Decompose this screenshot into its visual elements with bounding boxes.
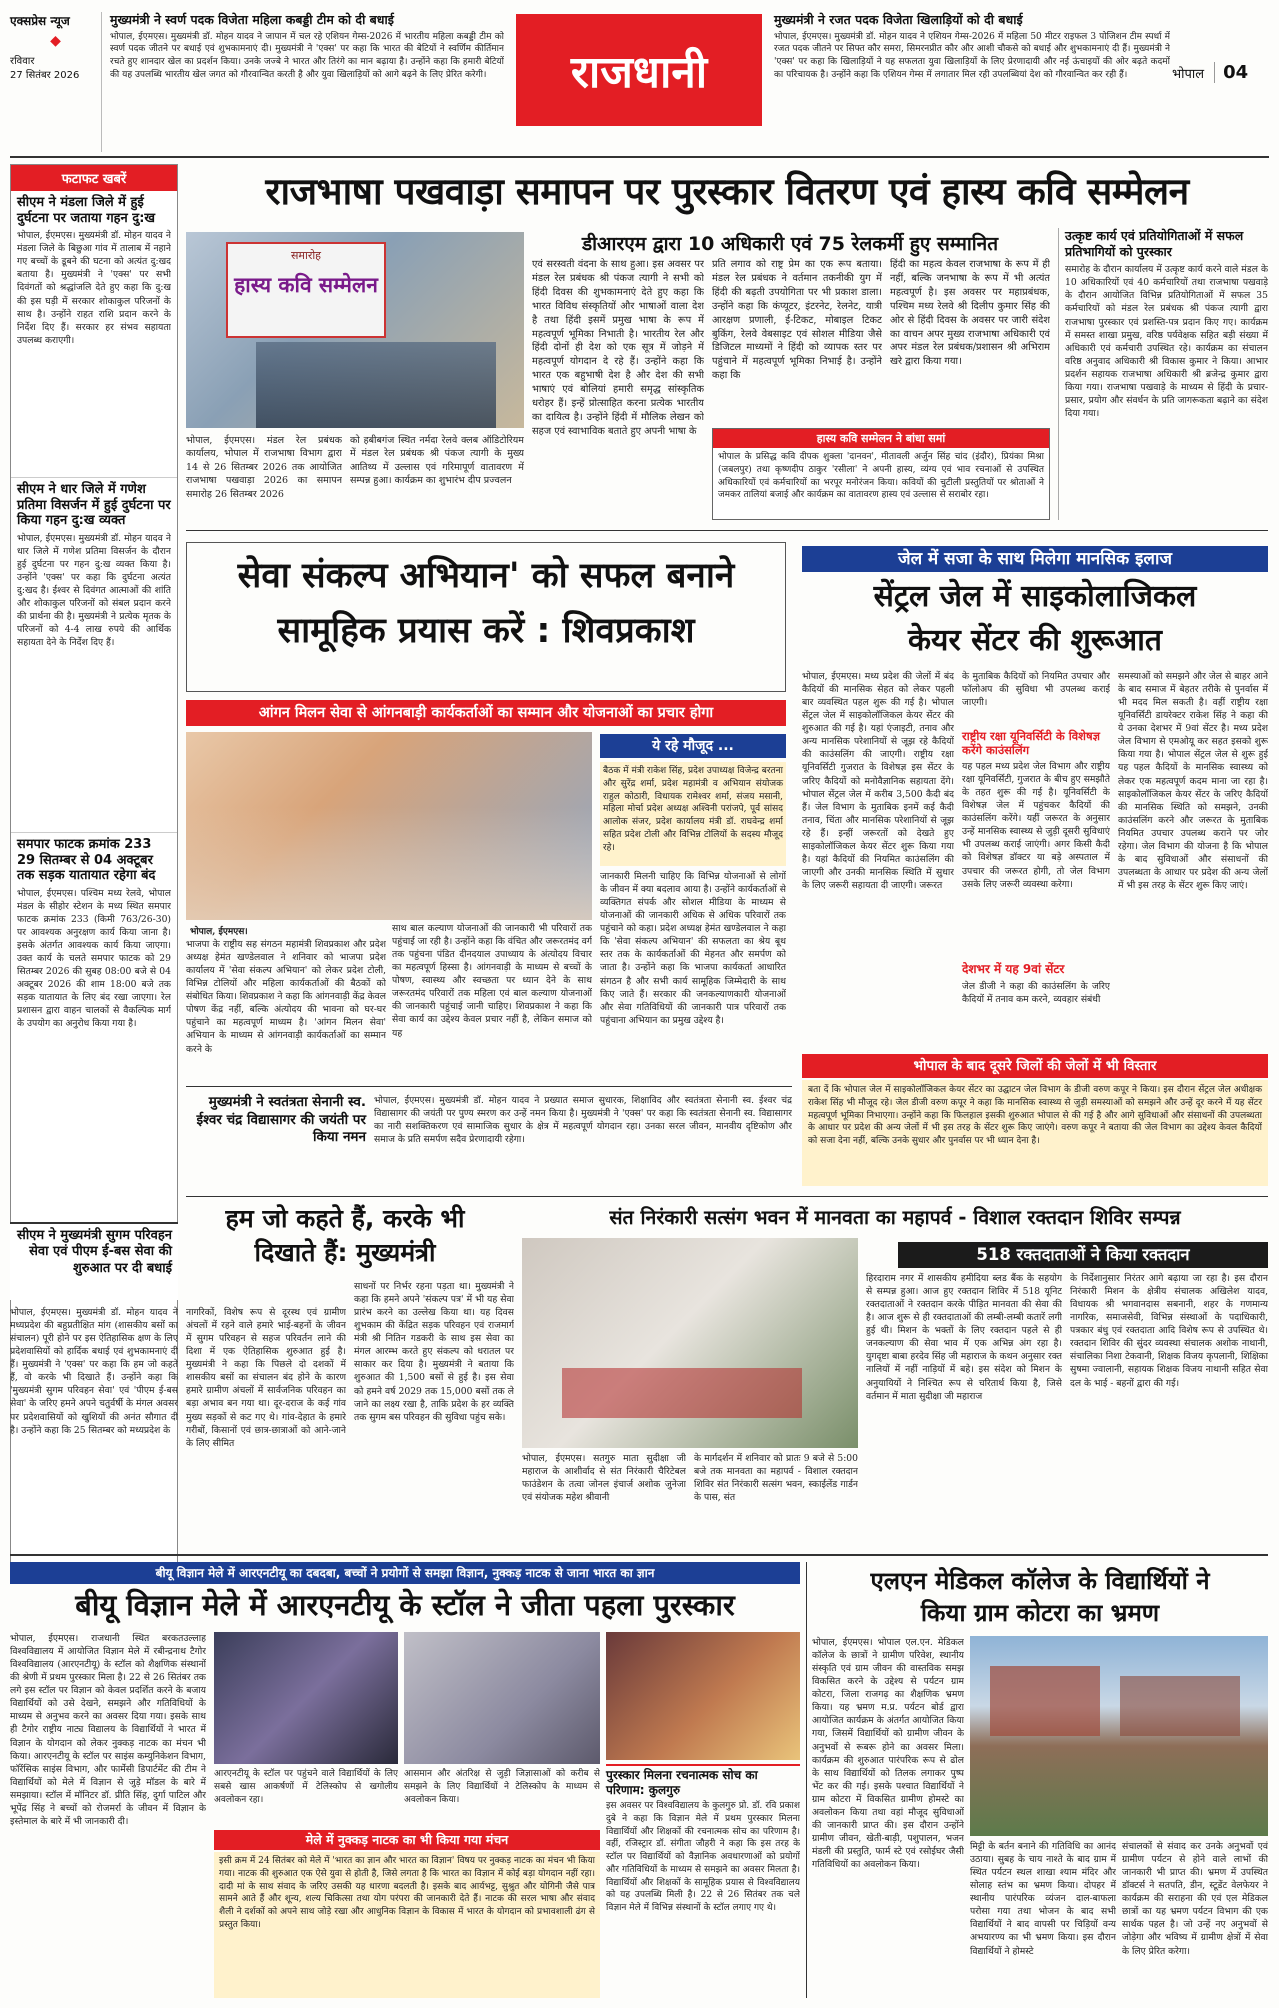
- cm-col3: साधनों पर निर्भर रहना पड़ता था। मुख्यमंत्री ने कहा कि हमने अपने 'संकल्प पत्र' में भी यह सेवा प्रारंभ करने का उल्लेख किया था। यह दिवस शुभकाम की केंद्रित सड़क परिवहन एवं राजमार्ग मंत्री श्री नितिन गडकरी के साथ इस सेवा का मंगल आरम्भ करते हुए संकल्प को धरातल पर साकार कर दिया है। मुख्यमंत्री ने बताया कि शुरुआत की 1,500 बसों से हुई है। इस सेवा को हमने वर्ष 2029 तक 15,000 बसों तक ले जाने का लक्ष्य रखा है, ताकि प्रदेश के हर व्यक्ति तक सुगम बस परिवहन की सुविधा पहुंच सके।: [354, 1281, 514, 1423]
- rntu-caption-2: आसमान और अंतरिक्ष से जुड़ी जिज्ञासाओं को करीब से समझने के लिए विद्यार्थियों ने टेलिस्कोप के माध्यम से अवलोकन किया।: [404, 1769, 600, 1805]
- day: रविवार: [10, 56, 35, 67]
- medical-col3: संचालकों से संवाद कर उनके अनुभवों एवं ग्रामीण पर्यटन से होने वाले लाभों की जानकारी भी प्राप्त की। भ्रमण में उपस्थित डॉक्टर्स ने सतपति, डीन, स्टूडेंट वेलफेयर ने कार्यक्रम की सराहना की एवं एल मेडिकल छात्रों का यह भ्रमण पर्यटन विभाग की एक सार्थक पहल है। जो उन्हें नए अनुभवों से जोड़ेगा और भविष्य में ग्रामीण क्षेत्रों में सेवा के लिए प्रेरित करेगा।: [1122, 1841, 1268, 1957]
- people-silhouettes: [256, 342, 496, 428]
- top-right-headline: मुख्यमंत्री ने रजत पदक विजेता खिलाड़ियों को दी बधाई: [774, 12, 1023, 27]
- page-number: 04: [1214, 62, 1248, 83]
- kavi-box: [712, 428, 1050, 520]
- jail-col2b: यह पहल मध्य प्रदेश जेल विभाग और राष्ट्रीय रक्षा यूनिवर्सिटी, गुजरात के बीच हुए समझौते के तहत शुरू की गई है। यूनिवर्सिटी के विशेषज्ञ जेल में पहुंचकर कैदियों की काउंसलिंग करेंगे। यहीं जरूरत के अनुसार उन्हें मानसिक स्वास्थ्य से जुड़ी दूसरी सुविधाएं भी उपलब्ध कराई जाएंगी। अगर किसी कैदी को विशेषज्ञ डॉक्टर या बड़े अस्पताल में उपचार की जरूरत होगी, तो जेल विभाग उसके लिए जरूरी व्यवस्था करेगा।: [962, 761, 1110, 890]
- lead-side-headline: उत्कृष्ट कार्य एवं प्रतियोगिताओं में सफल प्रतिभागियों को पुरस्कार: [1065, 228, 1244, 259]
- nirankari-col4: के निर्देशानुसार निरंतर आगे बढ़ाया जा रहा है। इस दौरान निरंकारी मिशन के क्षेत्रीय संचालक अखिलेश यादव, विधायक श्री भगवानदास सबनानी, शहर के गणमान्य नागरिक, समाजसेवी, विभिन्न संस्थाओं के पदाधिकारी, पत्रकार बंधु एवं रक्तदाता आदि विशेष रूप से उपस्थित थे। रक्तदान शिविर की सुंदर व्यवस्था संचालक अशोक नाथानी, संचालिका निशा टेकवानी, शिक्षक विजय कृपलानी, शिक्षिका सुषमा ज्वालानी, सहायक शिक्षक विजय नाथानी सहित सेवा दल के भाई - बहनों द्वारा की गई।: [1070, 1273, 1268, 1389]
- seva-col2: साथ बाल कल्याण योजनाओं की जानकारी भी परिवारों तक पहुंचाई जा रही है। उन्होंने कहा कि वंचित और जरूरतमंद वर्ग तक पहुंचना पंडित दीनदयाल उपाध्याय के अंत्योदय विचार का महत्वपूर्ण हिस्सा है। आंगनवाड़ी के माध्यम से बच्चों के पोषण, स्वास्थ्य और स्वच्छता पर ध्यान देने के साथ जरूरतमंद परिवारों तक महिला एवं बाल कल्याण योजनाओं की जानकारी पहुंचाई जानी चाहिए। शिवप्रकाश ने कहा कि सेवा कार्य का उद्देश्य केवल प्रचार नहीं है, लेकिन समाज को यह: [392, 923, 592, 1039]
- top-left-story: [110, 12, 504, 152]
- jail-col2c: जेल डीजी ने कहा की काउंसलिंग के जरिए कैदियों में तनाव कम करने, व्यवहार संबंधी: [962, 981, 1110, 1006]
- natak-headline: मेले में नुक्कड़ नाटक का भी किया गया मंचन: [214, 1830, 600, 1850]
- jail-headline-2: केयर सेंटर की शुरूआत: [908, 623, 1162, 658]
- lead-photo: [186, 232, 524, 428]
- cm-headline-1: हम जो कहते हैं, करके भी: [225, 1204, 465, 1233]
- top-right-body: भोपाल, ईएमएस। मुख्यमंत्री डॉ. मोहन यादव ने एशियन गेम्स-2026 में महिला 50 मीटर राइफल 3 पोजिशन टीम स्पर्धा में रजत पदक जीतने पर सिफ्त कौर समरा, सिमरनप्रीत कौर और आशी चौकसे को बधाई और शुभकामनाएं दी हैं। मुख्यमंत्री ने 'एक्स' पर कहा कि खिलाड़ियों ने यह सफलता युवा खिलाड़ियों के लिए प्रेरणादायी और नई ऊंचाइयों की ओर बढ़ते कदमों का परिचायक है। उन्होंने कहा कि एशियन गेम्स में लगातार मिल रही उपलब्धियां देश को गौरवान्वित कर रही हैं।: [774, 31, 1170, 80]
- banner-title: हास्य कवि सम्मेलन: [234, 273, 378, 297]
- sidebar-item-cm-bus: [10, 1222, 178, 1300]
- vidyasagar-body: भोपाल, ईएमएस। मुख्यमंत्री डॉ. मोहन यादव ने प्रख्यात समाज सुधारक, शिक्षाविद और स्वतंत्रता सेनानी स्व. ईश्वर चंद्र विद्यासागर की जयंती पर पुण्य स्मरण कर उन्हें नमन किया है। मुख्यमंत्री ने 'एक्स' पर कहा कि स्वतंत्रता सेनानी स्व. विद्यासागर का नारी सशक्तिकरण एवं सामाजिक सुधार के क्षेत्र में महत्वपूर्ण योगदान रहा। उनका सरल जीवन, मानवीय दृष्टिकोण और समाज के प्रति समर्पण सदैव प्रेरणादायी रहेगा।: [374, 1095, 792, 1146]
- medical-headline-1: एलएन मेडिकल कॉलेज के विद्यार्थियों ने: [870, 1567, 1210, 1595]
- rule: [806, 1562, 807, 1998]
- jail-box-body: बता दें कि भोपाल जेल में साइकोलॉजिकल केयर सेंटर का उद्घाटन जेल विभाग के डीजी वरुण कपूर ने किया। इस दौरान सेंट्रल जेल अधीक्षक राकेश सिंह भी मौजूद रहे। जेल डीजी वरुण कपूर ने कहा कि मानसिक स्वास्थ्य से जुड़ी समस्याओं को समझने और उन्हें दूर करने में यह सेंटर महत्वपूर्ण भूमिका निभाएगा। उन्होंने कहा कि फिलहाल इसकी शुरुआत भोपाल से की गई है और आगे सुविधाओं और संसाधनों की उपलब्धता के आधार पर प्रदेश की अन्य जेलों में भी इस तरह के सेंटर शुरू किए जाएंगे। वरुण कपूर ने बताया की जेल विभाग का उद्देश्य केवल कैदियों को सजा देना नहीं, बल्कि उनके सुधार और पुनर्वास पर भी ध्यान देना है।: [802, 1080, 1268, 1186]
- seva-caption: भोपाल, ईएमएस।: [190, 927, 248, 937]
- sidebar-item-body: भोपाल, ईएमएस। मुख्यमंत्री डॉ. मोहन यादव ने मंडला जिले के बिछुआ गांव में तालाब में नहाने गए बच्चों के डूबने की घटना को अत्यंत दु:खद बताया है। मुख्यमंत्री ने 'एक्स' पर सभी दिवंगतों को श्रद्धांजलि देते हुए कहा कि दु:ख की इस घड़ी में सरकार शोकाकुल परिजनों के साथ है। उन्होंने राहत राशि प्रदान करने के निर्देश दिए हैं। सरकार हर संभव सहायता उपलब्ध कराएगी।: [17, 230, 171, 346]
- rntu-kicker: बीयू विज्ञान मेले में आरएनटीयू का दबदबा, बच्चों ने प्रयोगों से समझा विज्ञान, नुक्कड़ नाटक से जाना भारत का ज्ञान: [10, 1562, 800, 1584]
- jail-subhead-1: राष्ट्रीय रक्षा यूनिवर्सिटी के विशेषज्ञ करेंगे काउंसलिंग: [962, 729, 1100, 757]
- seva-col1: भाजपा के राष्ट्रीय सह संगठन महामंत्री शिवप्रकाश और प्रदेश अध्यक्ष हेमंत खण्डेलवाल ने शनिवार को भाजपा प्रदेश कार्यालय में 'सेवा संकल्प अभियान' को लेकर प्रदेश टोली, विभिन्न टोलियों और महिला कार्यकर्ताओं की बैठकों को संबोधित किया। शिवप्रकाश ने कहा कि आंगनवाड़ी केंद्र केवल पोषण केंद्र नहीं, बल्कि अंत्योदय की भावना को घर-घर पहुंचाने का महत्वपूर्ण माध्यम है। 'आंगन मिलन सेवा' अभियान के माध्यम से आंगनवाड़ी कार्यकर्ताओं का सम्मान करने के: [186, 939, 386, 1055]
- medical-photo: [970, 1636, 1268, 1836]
- jail-kicker: जेल में सजा के साथ मिलेगा मानसिक इलाज: [802, 546, 1268, 572]
- diamond-icon: ◆: [50, 33, 61, 49]
- lead-col4: प्रति लगाव को राष्ट्र प्रेम का एक रूप बताया। मंडल रेल प्रबंधक ने वर्तमान तकनीकी युग में हिंदी की बढ़ती उपयोगिता पर भी प्रकाश डाला। उन्होंने कहा कि कंप्यूटर, इंटरनेट, रेलनेट, यात्री आरक्षण प्रणाली, ई-टिकट, मोबाइल टिकट बुकिंग, रेलवे वेबसाइट एवं सोशल मीडिया जैसे डिजिटल माध्यमों ने हिंदी को व्यापक स्तर पर पहुंचाने में महत्वपूर्ण भूमिका निभाई है। उन्होंने कहा कि: [712, 259, 882, 382]
- rule: [186, 1196, 1268, 1197]
- audience-shade: [186, 807, 592, 920]
- paper-name: एक्सप्रेस न्यूज: [10, 14, 70, 28]
- rntu-photo-3: [606, 1632, 800, 1760]
- rntu-col1: भोपाल, ईएमएस। राजधानी स्थित बरकतउल्लाह विश्वविद्यालय में आयोजित विज्ञान मेले में रबीन्द्रनाथ टैगोर विश्वविद्यालय (आरएनटीयू) के स्टॉल को शैक्षणिक संस्थानों की श्रेणी में प्रथम पुरस्कार मिला है। 22 से 26 सितंबर तक लगे इस स्टॉल पर विज्ञान को केवल प्रदर्शित करने के बजाय विद्यार्थियों को उसे देखने, समझने और गतिविधियों के माध्यम से अनुभव करने का अवसर दिया गया। इसके साथ ही टैगोर राष्ट्रीय नाट्य विद्यालय के विद्यार्थियों ने भारत में विज्ञान के योगदान को लेकर नुक्कड़ नाटक का मंचन भी किया। आरएनटीयू के स्टॉल पर साइंस कम्युनिकेशन विभाग, फॉरेंसिक साइंस विभाग, और फार्मेसी डिपार्टमेंट की टीम ने विद्यार्थियों को मेले में विज्ञान से जुड़े मॉडल के बारे में समझाया। स्टॉल में मॉनिटर डॉ. प्रीति सिंह, दुर्गा पाटिल और भूपेंद्र सिंह ने बच्चों को रोजमर्रा के जीवन में विज्ञान के इस्तेमाल के बारे में भी जानकारी दी।: [10, 1633, 206, 1827]
- lead-subhead: डीआरएम द्वारा 10 अधिकारी एवं 75 रेलकर्मी हुए सम्मानित: [581, 233, 999, 255]
- house-shape: [990, 1666, 1100, 1736]
- jail-col3: समस्याओं को समझने और जेल से बाहर आने के बाद समाज में बेहतर तरीके से पुनर्वास में भी मदद मिल सकती है। वहीं राष्ट्रीय रक्षा यूनिवर्सिटी डायरेक्टर राकेश सिंह ने कहा की ये उनका देशभर में 9वां सेंटर है। मध्य प्रदेश जेल विभाग से एमओयू कर सहत इसको शुरू किया गया है। भोपाल सेंट्रल जेल से शुरू हुई यह पहल कैदियों के मानसिक स्वास्थ्य को लेकर एक महत्वपूर्ण कदम माना जा रहा है। साइकोलॉजिकल केयर सेंटर के जरिए कैदियों की मानसिक स्थिति को समझने, उनकी काउंसलिंग करने और जरूरत के मुताबिक नियमित उपचार उपलब्ध कराने पर जोर रहेगा। जेल विभाग की योजना है कि भोपाल के बाद सुविधाओं और संसाधनों की उपलब्धता के आधार पर प्रदेश की अन्य जेलों में भी इस तरह के सेंटर शुरू किए जाएं।: [1118, 671, 1268, 891]
- present-body: बैठक में मंत्री राकेश सिंह, प्रदेश उपाध्यक्ष विजेन्द्र बरतना और सुरेंद्र शर्मा, प्रदेश महामंत्री व अभियान संयोजक राहुल कोठारी, विधायक रामेश्वर शर्मा, संजय मसानी, महिला मोर्चा प्रदेश अध्यक्ष अश्विनी परांजपे, पूर्व सांसद आलोक संजर, प्रदेश कार्यालय मंत्री डॉ. राघवेन्द्र शर्मा सहित प्रदेश टोली और विभिन्न टोलियों के सदस्य मौजूद रहे।: [600, 762, 786, 866]
- city: भोपाल: [1172, 66, 1205, 82]
- seva-headline-2: सामूहिक प्रयास करें : शिवप्रकाश: [277, 610, 695, 651]
- medical-headline-2: किया ग्राम कोटरा का भ्रमण: [920, 1599, 1160, 1627]
- sidebar-item: [11, 478, 177, 833]
- jail-col2: के मुताबिक कैदियों को नियमित उपचार और फॉलोअप की सुविधा भी उपलब्ध कराई जाएगी।: [962, 671, 1110, 709]
- page-folio: [1172, 62, 1268, 83]
- sidebar-item-headline: सीएम ने धार जिले में गणेश प्रतिमा विसर्जन में हुई दुर्घटना पर किया गहन दु:ख व्यक्त: [17, 482, 171, 529]
- nirankari-headline: संत निरंकारी सत्संग भवन में मानवता का महापर्व - विशाल रक्तदान शिविर सम्पन्न: [609, 1206, 1181, 1229]
- event-banner: [226, 242, 386, 338]
- prize-headline: पुरस्कार मिलना रचनात्मक सोच का परिणाम: कुलगुरु: [606, 1764, 800, 1798]
- medical-col1: भोपाल, ईएमएस। भोपाल एल.एन. मेडिकल कॉलेज के छात्रों ने ग्रामीण परिवेश, स्थानीय संस्कृति एवं ग्राम जीवन की वास्तविक समझ विकसित करने के उद्देश्य से पर्यटन ग्राम कोटरा, जिला राजगढ़ का शैक्षणिक भ्रमण किया। यह भ्रमण म.प्र. पर्यटन बोर्ड द्वारा आयोजित कार्यक्रम के अंतर्गत आयोजित किया गया, जिसमें विद्यार्थियों को ग्रामीण जीवन के अनुभवों से रूबरू होने का अवसर मिला। कार्यक्रम की शुरुआत पारंपरिक रूप से ढोल के साथ विद्यार्थियों को तिलक लगाकर पुष्प भेंट कर की गई। इसके पश्चात विद्यार्थियों ने ग्राम कोटरा में विकसित ग्रामीण होमस्टे का अवलोकन किया तथा वहां मौजूद सुविधाओं की जानकारी प्राप्त की। इस दौरान उन्होंने ग्रामीण जीवन, खेती-बाड़ी, पशुपालन, भजन मंडली की प्रस्तुति, फार्म स्टे एवं रसोईघर जैसी गतिविधियों का अवलोकन किया।: [812, 1637, 964, 1871]
- sidebar-item-headline: समपार फाटक क्रमांक 233 29 सितम्बर से 04 अक्टूबर तक सड़क यातायात रहेगा बंद: [17, 836, 156, 884]
- top-right-story: [774, 12, 1170, 152]
- top-left-headline: मुख्यमंत्री ने स्वर्ण पदक विजेता महिला कबड्डी टीम को दी बधाई: [110, 12, 394, 27]
- rntu-photo-2: [404, 1632, 600, 1764]
- jail-subhead-2: देशभर में यह 9वां सेंटर: [962, 962, 1065, 976]
- rule: [186, 1086, 792, 1087]
- lead-side-body: समारोह के दौरान कार्यालय में उत्कृष्ट कार्य करने वाले मंडल के 10 अधिकारियों एवं 40 कर्मचारियों तथा राजभाषा पखवाड़े के दौरान आयोजित विभिन्न प्रतियोगिताओं में सफल 35 कर्मचारियों को मंडल रेल प्रबंधक श्री पंकज त्यागी द्वारा राजभाषा पुरस्कार एवं प्रशस्ति-पत्र प्रदान किए गए। कार्यक्रम में समस्त शाखा प्रमुख, वरिष्ठ पर्यवेक्षक सहित बड़ी संख्या में अधिकारी एवं कर्मचारी उपस्थित रहे। कार्यक्रम का संचालन वरिष्ठ अनुवाद अधिकारी श्री विकास कुमार ने किया। आभार प्रदर्शन सहायक राजभाषा अधिकारी श्री ब्रजेन्द्र कुमार द्वारा किया गया। राजभाषा पखवाड़े के माध्यम से हिंदी के प्रचार-प्रसार, प्रयोग और संवर्धन के प्रति जागरूकता बढ़ाने का संदेश दिया गया।: [1065, 264, 1268, 419]
- medical-col2: मिट्टी के बर्तन बनाने की गतिविधि का आनंद उठाया। सुबह के चाय नाश्ते के बाद ग्राम में स्थित पर्यटन स्थल शाखा श्याम मंदिर और सोलाह स्तंभ का भ्रमण किया। दोपहर में स्थानीय पारंपरिक व्यंजन दाल-बाफला परोसा गया तथा भोजन के बाद सभी विद्यार्थियों ने बाद वापसी पर चिड़ियों वन्य अभयारण्य का भी भ्रमण किया। इस दौरान विद्यार्थियों ने होमस्टे: [970, 1841, 1116, 1957]
- seva-photo: [186, 732, 592, 920]
- lead-col2: को हबीबगंज स्थित नर्मदा रेलवे क्लब ऑडिटोरियम में मंडल रेल प्रबंधक श्री पंकज त्यागी के मुख्य आतिथ्य में उल्लास एवं गरिमापूर्ण वातावरण में सम्पन्न हुआ। कार्यक्रम का शुभारंभ दीप प्रज्वलन: [350, 435, 524, 487]
- section-banner: [516, 14, 762, 126]
- masthead-dateline: [10, 12, 102, 152]
- donation-bed-shade: [562, 1368, 802, 1418]
- sidebar-item-body: भोपाल, ईएमएस। मुख्यमंत्री डॉ. मोहन यादव ने धार जिले में गणेश प्रतिमा विसर्जन के दौरान हुई दुर्घटना पर गहन दु:ख व्यक्त किया है। उन्होंने 'एक्स' पर कहा कि दुर्घटना अत्यंत दु:खद है। ईश्वर से दिवंगत आत्माओं की शांति और शोकाकुल परिजनों को संबल प्रदान करने की प्रार्थना की है। मुख्यमंत्री ने प्रत्येक मृतक के परिजनों को 4-4 लाख रुपये की आर्थिक सहायता देने के निर्देश दिए हैं।: [17, 532, 171, 649]
- sidebar-label: फटाफट खबरें: [11, 165, 177, 191]
- rntu-caption-1: आरएनटीयू के स्टॉल पर पहुंचने वाले विद्यार्थियों के लिए सबसे खास आकर्षणों में टेलिस्कोप से खगोलीय अवलोकन रहा।: [214, 1769, 398, 1805]
- nirankari-col3: हिरदाराम नगर में शासकीय हमीदिया ब्लड बैंक के सहयोग से सम्पन्न हुआ। आज हुए रक्तदान शिविर में 518 यूनिट रक्तदाताओं ने रक्तदान करके पीड़ित मानवता की सेवा की है। आज शुरू से ही रक्तदाताओं की लम्बी-लम्बी कतारें लगी हुई थी। मिशन के भक्तों के लिए रक्तदान पहले से ही जनकल्याण की सेवा भाव में एक अभिन्न अंग रहा है। युगदृष्टा बाबा हरदेव सिंह जी महाराज के कथन अनुसार रक्त नालियों में नहीं नाड़ियों में बहे। इस संदेश को मिशन के अनुयायियों ने निश्चित रूप से चरितार्थ किया है, जिसे वर्तमान में माता सुदीक्षा जी महाराज: [866, 1273, 1062, 1402]
- present-label: ये रहे मौजूद ...: [600, 734, 786, 758]
- masthead-rule: [10, 156, 1269, 158]
- cm-col2: नागरिकों, विशेष रूप से दूरस्थ एवं ग्रामीण अंचलों में रहने वाले हमारे भाई-बहनों के जीवन में सुगम परिवहन से सहज परिवर्तन लाने की दिशा में एक ऐतिहासिक शुरुआत हुई है। मुख्यमंत्री ने कहा कि पिछले दो दशकों में शासकीय बसों का संचालन बंद होने के कारण हमारे ग्रामीण अंचलों में सार्वजनिक परिवहन का बड़ा अभाव बन गया था। दूर-दराज के कई गांव मुख्य सड़कों से कट गए थे। गांव-देहात के हमारे गरीबों, किसानों एवं छात्र-छात्राओं को आने-जाने के लिए सीमित: [186, 1307, 346, 1449]
- nirankari-photo: [522, 1238, 858, 1448]
- seva-strap: आंगन मिलन सेवा से आंगनबाड़ी कार्यकर्ताओं का सम्मान और योजनाओं का प्रचार होगा: [186, 700, 786, 726]
- jail-box-headline: भोपाल के बाद दूसरे जिलों की जेलों में भी विस्तार: [802, 1054, 1268, 1078]
- nirankari-strap: 518 रक्तदाताओं ने किया रक्तदान: [898, 1242, 1268, 1268]
- rule: [186, 530, 1268, 531]
- seva-headline-box: [186, 542, 786, 692]
- seva-headline-1: सेवा संकल्प अभियान' को सफल बनाने: [237, 556, 735, 596]
- nirankari-caption: भोपाल, ईएमएस। सतगुरु माता सुदीक्षा जी महाराज के आशीर्वाद से संत निरंकारी चैरिटेबल फाउंडेशन के तत्वा जोनल इंचार्ज अशोक जुनेजा एवं संयोजक महेश श्रीवानी: [522, 1453, 686, 1504]
- lead-col3: एवं सरस्वती वंदना के साथ हुआ। इस अवसर पर मंडल रेल प्रबंधक श्री पंकज त्यागी ने सभी को हिंदी दिवस की शुभकामनाएं देते हुए कहा कि भारत विविध संस्कृतियों और भाषाओं वाला देश है तथा हिंदी इसमें प्रमुख भाषा के रूप में महत्वपूर्ण भूमिका निभाती है। भारतीय रेल और हिंदी दोनों ही देश को एक सूत्र में जोड़ने में महत्वपूर्ण योगदान दे रहे हैं। उन्होंने कहा कि भारत एक बहुभाषी देश है और देश की सभी भाषाएं एवं बोलियां हमारी समृद्ध सांस्कृतिक धरोहर हैं। इन्हें प्रोत्साहित करना प्रत्येक भारतीय का दायित्व है। उन्होंने हिंदी में मौलिक लेखन को सहज एवं स्वाभाविक बताते हुए अपनी भाषा के: [532, 259, 704, 437]
- top-left-body: भोपाल, ईएमएस। मुख्यमंत्री डॉ. मोहन यादव ने जापान में चल रहे एशियन गेम्स-2026 में भारतीय महिला कबड्डी टीम को स्वर्ण पदक जीतने पर बधाई एवं शुभकामनाएं दी। मुख्यमंत्री ने 'एक्स' पर कहा कि भारत की बेटियों ने स्वर्णिम कीर्तिमान रचते हुए शानदार खेल का प्रदर्शन किया। उनके जज्बे ने भारत और तिरंगे का मान बढ़ाया है। उन्होंने कहा कि हमारी बेटियों की यह उपलब्धि भारतीय खेल जगत को गौरवान्वित करती है और युवा खिलाड़ियों को आगे बढ़ने के लिए प्रेरित करेगी।: [110, 31, 504, 80]
- sidebar-item-headline: सीएम ने मंडला जिले में हुई दुर्घटना पर जताया गहन दु:ख: [17, 195, 156, 226]
- lead-side-box: [1058, 228, 1268, 520]
- lead-caption: भोपाल, ईएमएस। मंडल रेल प्रबंधक कार्यालय, भोपाल में राजभाषा विभाग द्वारा 14 से 26 सितम्बर 2026 तक आयोजित राजभाषा पखवाड़ा 2026 का समापन समारोह 26 सितम्बर 2026: [186, 435, 342, 500]
- sidebar-item-headline: सीएम ने मुख्यमंत्री सुगम परिवहन सेवा एवं पीएम ई-बस सेवा की शुरुआत पर दी बधाई: [17, 1228, 172, 1276]
- kavi-box-headline: हास्य कवि सम्मेलन ने बांधा समां: [713, 429, 1049, 448]
- vidyasagar-headline: मुख्यमंत्री ने स्वतंत्रता सेनानी स्व. ईश्वर चंद्र विद्यासागर की जयंती पर किया नमन: [196, 1094, 366, 1146]
- section-title: राजधानी: [570, 47, 708, 98]
- rntu-headline: बीयू विज्ञान मेले में आरएनटीयू के स्टॉल ने जीता पहला पुरस्कार: [75, 1588, 735, 1622]
- date: 27 सितंबर 2026: [10, 70, 80, 81]
- cm-col1: भोपाल, ईएमएस। मुख्यमंत्री डॉ. मोहन यादव ने मध्यप्रदेश की बहुप्रतीक्षित मांग (शासकीय बसों का संचालन) पूरी होने पर इस ऐतिहासिक क्षण के लिए प्रदेशवासियों को हार्दिक बधाई एवं शुभकामनाएं दी हैं। मुख्यमंत्री ने 'एक्स' पर कहा कि हम जो कहते हैं, वो करके भी दिखाते हैं। उन्होंने कहा कि 'मुख्यमंत्री सुगम परिवहन सेवा' एवं 'पीएम ई-बस सेवा' के जरिए हमने अपने चतुर्वर्षी के मंगल अवसर पर प्रदेशवासियों को खुशियों की अनंत सौगात दी है। उन्होंने कहा कि 25 सितम्बर को मध्यप्रदेश के: [10, 1307, 178, 1436]
- rntu-photo-1: [214, 1632, 398, 1764]
- lead-col5: हिंदी का महत्व केवल राजभाषा के रूप में ही नहीं, बल्कि जनभाषा के रूप में भी अत्यंत महत्वपूर्ण है। इस अवसर पर महाप्रबंधक, पश्चिम मध्य रेलवे श्री दिलीप कुमार सिंह की ओर से हिंदी दिवस के अवसर पर जारी संदेश का वाचन अपर मुख्य राजभाषा अधिकारी एवं अपर मंडल रेल प्रबंधक/प्रशासन श्री अभिराम खरे द्वारा किया गया।: [890, 259, 1050, 368]
- lead-headline: राजभाषा पखवाड़ा समापन पर पुरस्कार वितरण एवं हास्य कवि सम्मेलन: [265, 170, 1189, 213]
- jail-col1: भोपाल, ईएमएस। मध्य प्रदेश की जेलों में बंद कैदियों की मानसिक सेहत को लेकर पहली बार व्यवस्थित पहल शुरू की गई है। भोपाल सेंट्रल जेल में साइकोलॉजिकल केयर सेंटर की शुरुआत की गई है। यहां एंजाइटी, तनाव और अन्य मानसिक परेशानियों से जूझ रहे कैदियों की काउंसलिंग की जाएगी। राष्ट्रीय रक्षा यूनिवर्सिटी गुजरात के विशेषज्ञ इस सेंटर के जरिए कैदियों को मनोवैज्ञानिक सहायता देंगे। भोपाल सेंट्रल जेल में करीब 3,500 कैदी बंद हैं। जेल विभाग के मुताबिक इनमें कई कैदी तनाव, चिंता और मानसिक परेशानियों से जूझ रहे हैं। इन्हीं जरूरतों को देखते हुए साइकोलॉजिकल केयर सेंटर शुरू किया गया है। यहां कैदियों की नियमित काउंसलिंग की जाएगी और उनकी मानसिक स्थिति में सुधार के लिए जरूरी सहायता दी जाएगी। जरूरत: [802, 671, 954, 891]
- sidebar-item-body: भोपाल, ईएमएस। पश्चिम मध्य रेलवे, भोपाल मंडल के सीहोर स्टेशन के मध्य स्थित समपार फाटक क्रमांक 233 (किमी 763/26-30) पर आवश्यक अनुरक्षण कार्य किया जाना है। इसके अंतर्गत आवश्यक कार्य किया जाएगा। उक्त कार्य के चलते समपार फाटक को 29 सितम्बर 2026 की सुबह 08:00 बजे से 04 अक्टूबर 2026 की शाम 18:00 बजे तक सड़क यातायात के लिए बंद रखा जाएगा। रेल प्रशासन द्वारा वाहन चालकों से वैकल्पिक मार्ग के उपयोग का अनुरोध किया गया है।: [17, 887, 171, 1030]
- cm-headline-2: दिखाते हैं: मुख्यमंत्री: [254, 1238, 436, 1267]
- seva-col3: जानकारी मिलनी चाहिए कि विभिन्न योजनाओं से लोगों के जीवन में क्या बदलाव आया है। उन्होंने कार्यकर्ताओं से व्यक्तिगत संपर्क और सोशल मीडिया के माध्यम से योजनाओं की जानकारी अधिक से अधिक परिवारों तक पहुंचाने को कहा। प्रदेश अध्यक्ष हेमंत खण्डेलवाल ने कहा कि 'सेवा संकल्प अभियान' की सफलता का श्रेय बूथ स्तर तक के कार्यकर्ताओं की मेहनत और समर्पण को जाता है। उन्होंने कहा कि भाजपा कार्यकर्ता आधारित संगठन है और सभी कार्य सामूहिक जिम्मेदारी के साथ किए जाते हैं। सरकार की जनकल्याणकारी योजनाओं और सेवा गतिविधियों की जानकारी पात्र परिवारों तक पहुंचाना अभियान का प्रमुख उद्देश्य है।: [600, 871, 786, 1026]
- banner-top-text: समारोह: [290, 249, 322, 262]
- sidebar-item: [11, 191, 177, 478]
- kavi-box-body: भोपाल के प्रसिद्ध कवि दीपक शुक्ला 'दानवन', मीतावली अर्जुन सिंह चांद (इंदौर), प्रियंका मिश्रा (जबलपुर) तथा कृष्णदीप ठाकुर 'रसीला' ने अपनी हास्य, व्यंग्य एवं भाव रचनाओं से उपस्थित अधिकारियों एवं कर्मचारियों का भरपूर मनोरंजन किया। कवियों की चुटीली प्रस्तुतियों पर श्रोताओं ने जमकर तालियां बजाई और कार्यक्रम का वातावरण हास्य एवं उल्लास से सराबोर रहा।: [718, 452, 1044, 501]
- prize-body: इस अवसर पर विश्वविद्यालय के कुलगुरु प्रो. डॉ. रवि प्रकाश दुबे ने कहा कि विज्ञान मेले में प्रथम पुरस्कार मिलना विद्यार्थियों और शिक्षकों की रचनात्मक सोच का परिणाम है। वहीं, रजिस्ट्रार डॉ. संगीता जौहरी ने कहा कि इस तरह के स्टॉल पर विद्यार्थियों को वैज्ञानिक अवधारणाओं को प्रयोगों और गतिविधियों के माध्यम से समझने का अवसर मिलता है। विद्यार्थियों और शिक्षकों के सामूहिक प्रयास से विश्वविद्यालय को यह उपलब्धि मिली है। 22 से 26 सितंबर तक चले विज्ञान मेले में विभिन्न संस्थानों के स्टॉल लगाए गए थे।: [606, 1801, 800, 1914]
- rule: [10, 1554, 1268, 1556]
- jail-headline-1: सेंट्रल जेल में साइकोलाजिकल: [873, 579, 1197, 614]
- natak-body: इसी क्रम में 24 सितंबर को मेले में 'भारत का ज्ञान और भारत का विज्ञान' विषय पर नुक्कड़ नाटक का मंचन भी किया गया। नाटक की शुरुआत एक ऐसे युवा से होती है, जिसे लगता है कि भारत का विज्ञान में कोई बड़ा योगदान नहीं रहा। दादी मां के साथ संवाद के जरिए उसकी यह धारणा बदलती है। इसके बाद आर्यभट्ट, सुश्रुत और योगिनी जैसे पात्र सामने आते हैं और शून्य, शल्य चिकित्सा तथा योग परंपरा की जानकारी देते हैं। नाटक की सरल भाषा और संवाद शैली ने दर्शकों को अपने साथ जोड़े रखा और आधुनिक विज्ञान के विकास में भारत के योगदान को प्रभावशाली ढंग से प्रस्तुत किया।: [214, 1852, 600, 1998]
- nirankari-col2: के मार्गदर्शन में शनिवार को प्रातः 9 बजे से 5:00 बजे तक मानवता का महापर्व - विशाल रक्तदान शिविर संत निरंकारी सत्संग भवन, स्काईलेंड गार्डन के पास, संत: [694, 1453, 858, 1504]
- house-shape: [1120, 1676, 1240, 1736]
